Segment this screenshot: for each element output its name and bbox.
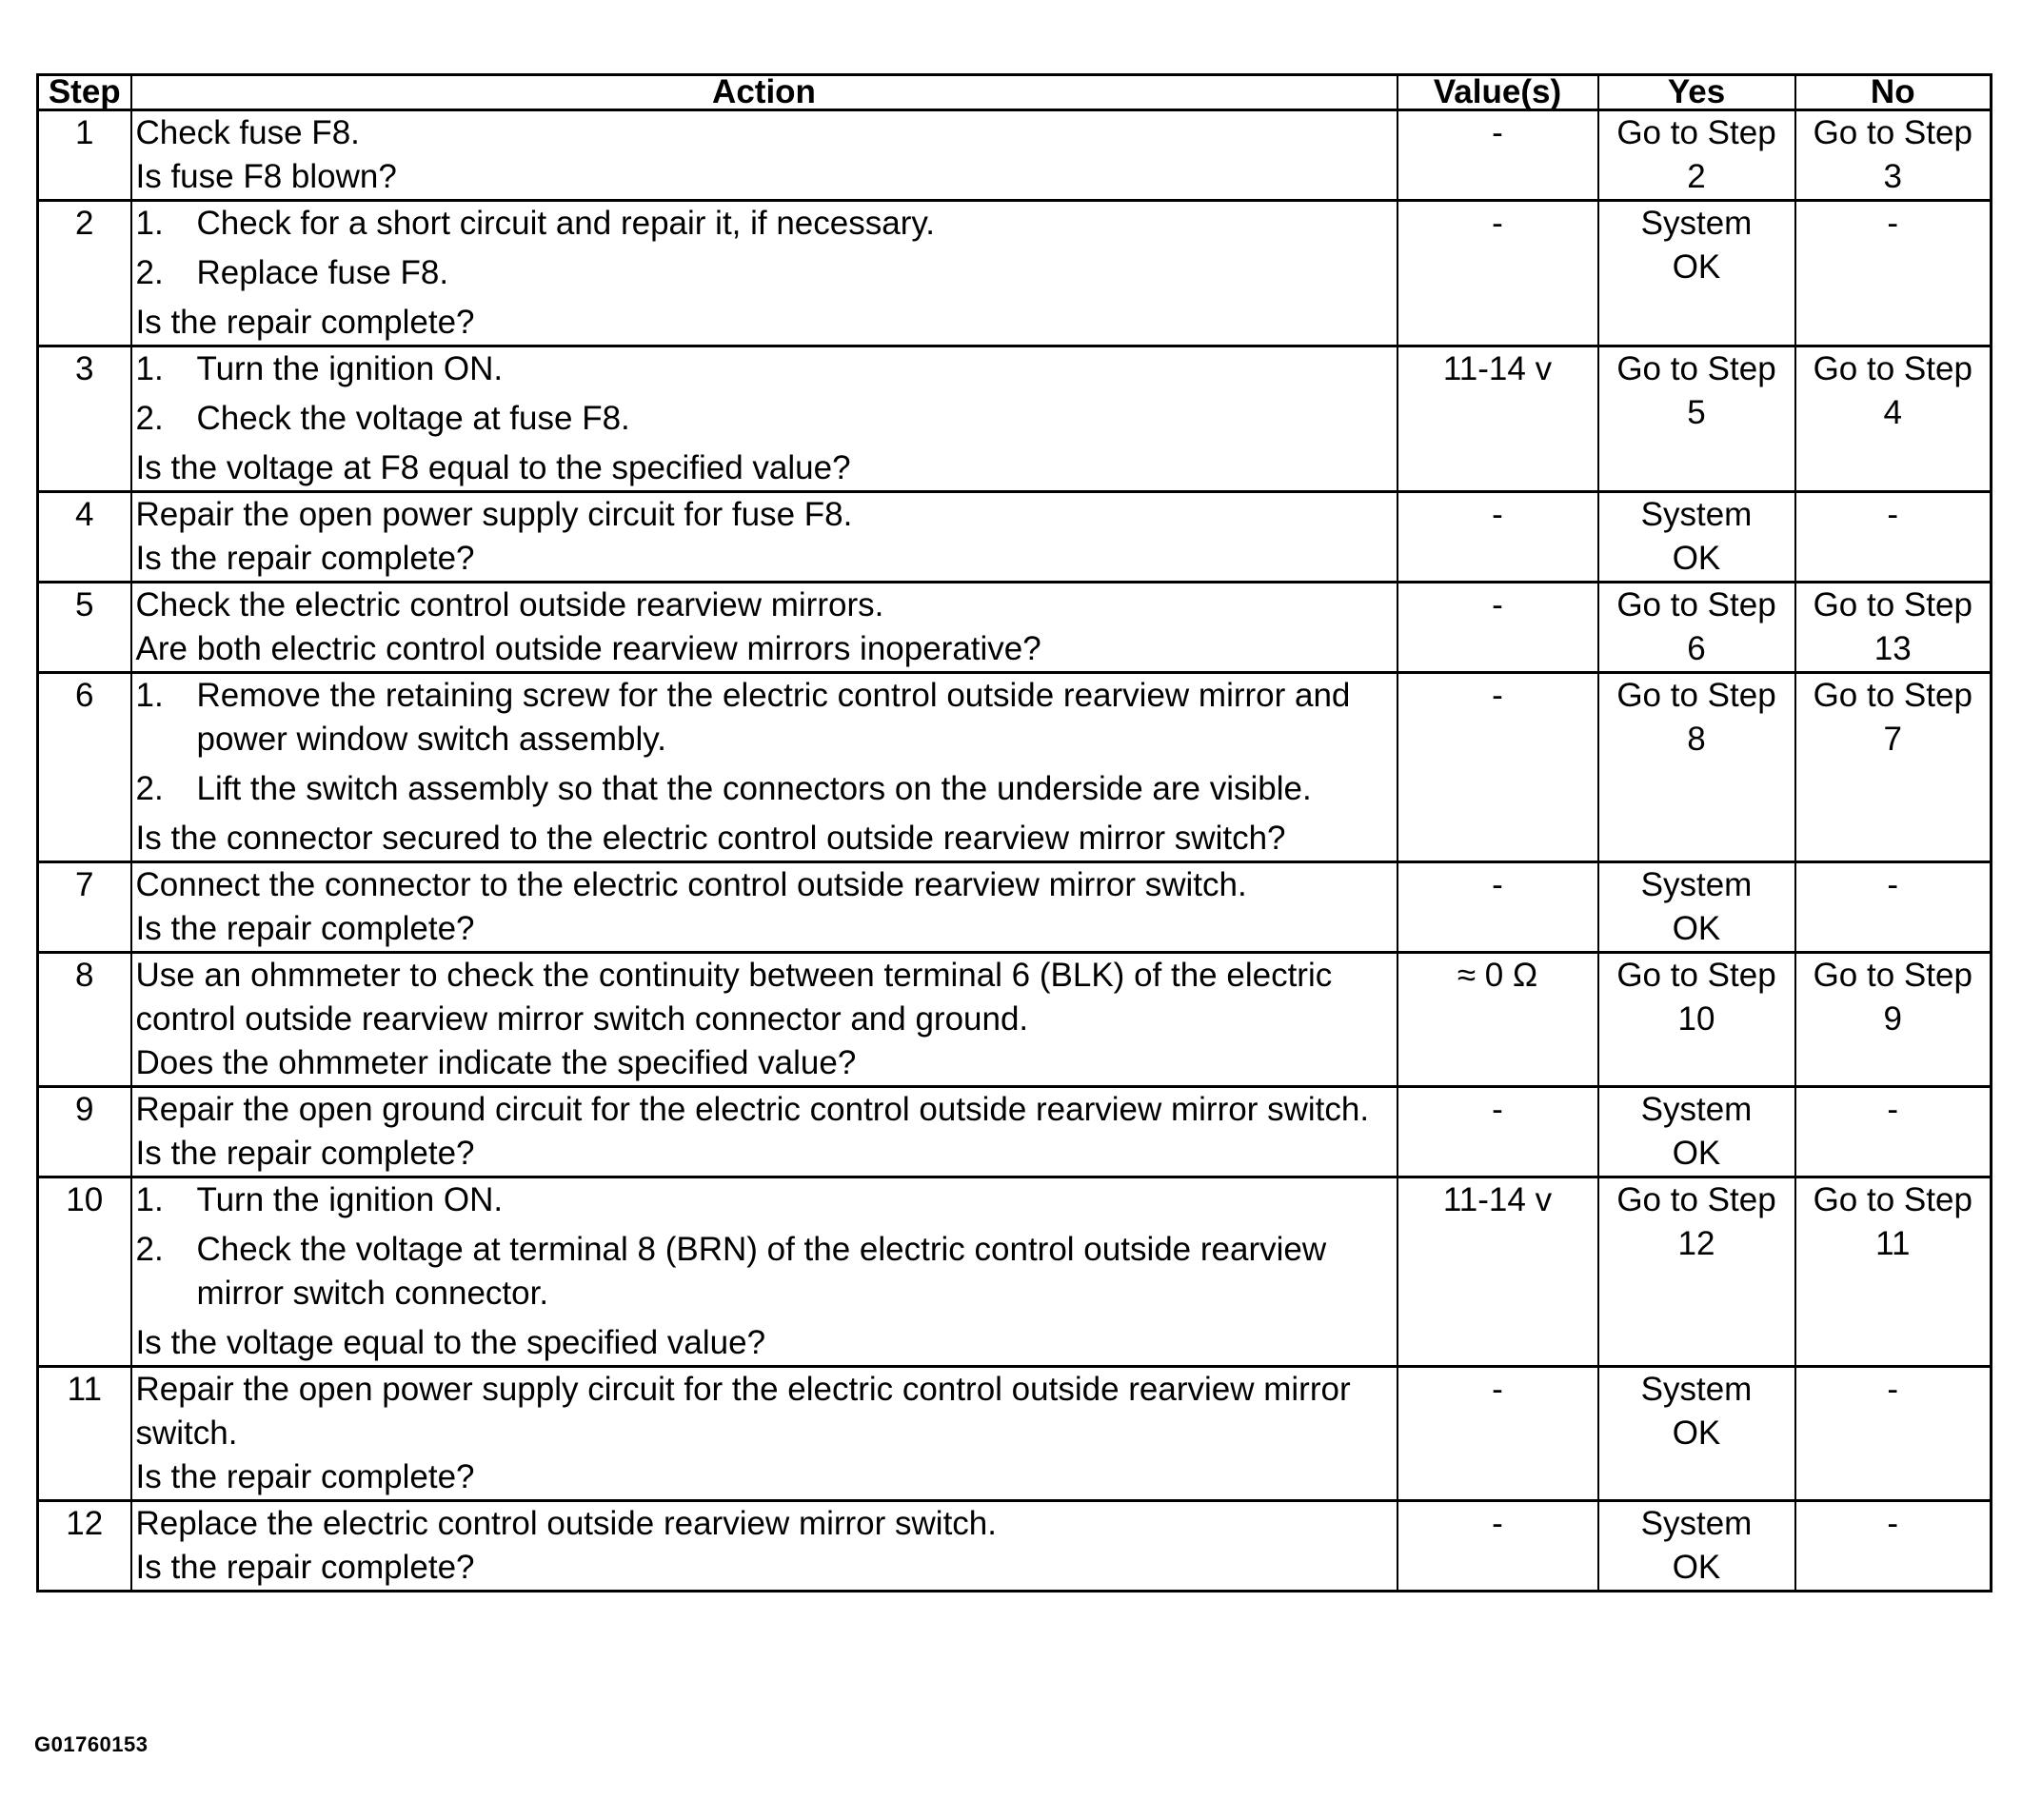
action-cell xyxy=(131,583,1398,673)
action-substep xyxy=(136,674,1393,762)
substep-text: Lift the switch assembly so that the connectors on the underside are visible. xyxy=(196,770,1312,807)
no-outcome-line: 4 xyxy=(1883,394,1902,431)
no-outcome-line: Go to Step xyxy=(1813,957,1972,994)
table-row xyxy=(38,583,1992,673)
no-outcome-cell xyxy=(1795,1367,1992,1501)
no-outcome-line: Go to Step xyxy=(1813,586,1972,623)
header-row xyxy=(38,75,1992,110)
value-cell: ≈ 0 Ω xyxy=(1398,953,1598,1087)
header-yes: Yes xyxy=(1598,75,1795,110)
action-line: Repair the open ground circuit for the electric control outside rearview mirror switch. xyxy=(135,1091,1370,1128)
yes-outcome-line: System xyxy=(1640,1371,1753,1408)
table-row xyxy=(38,1087,1992,1177)
action-substep xyxy=(136,397,1393,441)
table-row xyxy=(38,346,1992,492)
substep-number: 2. xyxy=(135,400,164,437)
action-line: Is the voltage at F8 equal to the specified value? xyxy=(135,449,851,486)
yes-outcome-line: OK xyxy=(1672,1549,1721,1586)
action-substep xyxy=(136,767,1393,811)
yes-outcome-cell xyxy=(1598,110,1795,201)
yes-outcome-line: Go to Step xyxy=(1616,677,1776,714)
yes-outcome-line: System xyxy=(1640,1505,1753,1542)
yes-outcome-cell xyxy=(1598,346,1795,492)
no-outcome-line: - xyxy=(1887,496,1899,533)
action-substep xyxy=(136,202,1393,246)
yes-outcome-line: Go to Step xyxy=(1616,350,1776,387)
action-line: Is the repair complete? xyxy=(135,1135,475,1172)
yes-outcome-line: OK xyxy=(1672,1135,1721,1172)
action-cell xyxy=(131,110,1398,201)
value-cell: - xyxy=(1398,673,1598,862)
substep-text: Replace fuse F8. xyxy=(196,254,449,291)
yes-outcome-line: OK xyxy=(1672,1414,1721,1452)
yes-outcome-cell xyxy=(1598,673,1795,862)
no-outcome-cell xyxy=(1795,1087,1992,1177)
yes-outcome-line: OK xyxy=(1672,540,1721,577)
no-outcome-line: 9 xyxy=(1883,1000,1902,1038)
step-number: 5 xyxy=(38,583,131,673)
table-row xyxy=(38,110,1992,201)
step-number: 8 xyxy=(38,953,131,1087)
action-line: Is the repair complete? xyxy=(135,1458,475,1495)
yes-outcome-cell xyxy=(1598,953,1795,1087)
yes-outcome-line: System xyxy=(1640,205,1753,242)
value-cell: - xyxy=(1398,1367,1598,1501)
action-cell xyxy=(131,201,1398,346)
action-cell xyxy=(131,1367,1398,1501)
header-action: Action xyxy=(131,75,1398,110)
action-line: Does the ohmmeter indicate the specified value? xyxy=(135,1044,857,1081)
value-cell: - xyxy=(1398,862,1598,953)
step-number: 1 xyxy=(38,110,131,201)
yes-outcome-line: Go to Step xyxy=(1616,1181,1776,1218)
action-line: Repair the open power supply circuit for fuse F8. xyxy=(135,496,853,533)
action-cell xyxy=(131,862,1398,953)
action-cell xyxy=(131,953,1398,1087)
step-number: 10 xyxy=(38,1177,131,1367)
no-outcome-line: Go to Step xyxy=(1813,114,1972,151)
step-number: 3 xyxy=(38,346,131,492)
yes-outcome-cell xyxy=(1598,492,1795,583)
no-outcome-line: 7 xyxy=(1883,721,1902,758)
no-outcome-cell xyxy=(1795,492,1992,583)
value-cell: - xyxy=(1398,110,1598,201)
substep-number: 1. xyxy=(135,677,164,714)
yes-outcome-cell xyxy=(1598,1367,1795,1501)
substep-text: Check for a short circuit and repair it, if necessary. xyxy=(196,205,935,242)
substep-number: 2. xyxy=(135,254,164,291)
no-outcome-cell xyxy=(1795,583,1992,673)
table-row xyxy=(38,673,1992,862)
action-line: Replace the electric control outside rearview mirror switch. xyxy=(135,1505,997,1542)
table-row xyxy=(38,862,1992,953)
substep-text: Remove the retaining screw for the electric control outside rearview mirror and power window switch assembly. xyxy=(196,677,1351,758)
step-number: 6 xyxy=(38,673,131,862)
step-number: 11 xyxy=(38,1367,131,1501)
step-number: 2 xyxy=(38,201,131,346)
action-substep xyxy=(136,251,1393,295)
action-cell xyxy=(131,492,1398,583)
action-cell xyxy=(131,346,1398,492)
yes-outcome-cell xyxy=(1598,1501,1795,1592)
yes-outcome-line: 10 xyxy=(1677,1000,1715,1038)
substep-text: Check the voltage at terminal 8 (BRN) of the electric control outside rearview mirror switch connector. xyxy=(196,1231,1327,1312)
action-line: Is the repair complete? xyxy=(135,1549,475,1586)
no-outcome-line: - xyxy=(1887,1091,1899,1128)
no-outcome-cell xyxy=(1795,110,1992,201)
action-cell xyxy=(131,673,1398,862)
yes-outcome-line: OK xyxy=(1672,248,1721,286)
table-row xyxy=(38,1367,1992,1501)
no-outcome-line: - xyxy=(1887,1505,1899,1542)
substep-text: Check the voltage at fuse F8. xyxy=(196,400,630,437)
no-outcome-cell xyxy=(1795,953,1992,1087)
yes-outcome-cell xyxy=(1598,862,1795,953)
action-line: Is fuse F8 blown? xyxy=(135,158,397,195)
yes-outcome-line: System xyxy=(1640,1091,1753,1128)
action-line: Check fuse F8. xyxy=(135,114,360,151)
value-cell: - xyxy=(1398,1087,1598,1177)
substep-number: 1. xyxy=(135,1181,164,1218)
table-row xyxy=(38,1501,1992,1592)
yes-outcome-line: System xyxy=(1640,496,1753,533)
table-row xyxy=(38,201,1992,346)
substep-number: 2. xyxy=(135,770,164,807)
no-outcome-cell xyxy=(1795,862,1992,953)
no-outcome-line: Go to Step xyxy=(1813,677,1972,714)
table-body xyxy=(38,110,1992,1592)
yes-outcome-line: Go to Step xyxy=(1616,586,1776,623)
action-line: Is the repair complete? xyxy=(135,304,475,341)
figure-code: G01760153 xyxy=(34,1732,149,1756)
step-number: 12 xyxy=(38,1501,131,1592)
yes-outcome-cell xyxy=(1598,1177,1795,1367)
no-outcome-line: Go to Step xyxy=(1813,350,1972,387)
action-cell xyxy=(131,1501,1398,1592)
action-cell xyxy=(131,1087,1398,1177)
value-cell: - xyxy=(1398,492,1598,583)
value-cell: - xyxy=(1398,201,1598,346)
no-outcome-cell xyxy=(1795,1501,1992,1592)
step-number: 4 xyxy=(38,492,131,583)
no-outcome-line: 11 xyxy=(1875,1225,1911,1262)
yes-outcome-line: 5 xyxy=(1687,394,1706,431)
action-line: Is the voltage equal to the specified value? xyxy=(135,1324,766,1361)
header-values: Value(s) xyxy=(1398,75,1598,110)
yes-outcome-line: 8 xyxy=(1687,721,1706,758)
header-no: No xyxy=(1795,75,1992,110)
no-outcome-line: - xyxy=(1887,866,1899,903)
step-number: 7 xyxy=(38,862,131,953)
action-line: Is the repair complete? xyxy=(135,910,475,947)
yes-outcome-line: 12 xyxy=(1677,1225,1715,1262)
substep-number: 1. xyxy=(135,205,164,242)
action-line: Use an ohmmeter to check the continuity between terminal 6 (BLK) of the electric control outside rearview mirror switch connector and ground. xyxy=(135,957,1333,1038)
action-substep xyxy=(136,1178,1393,1222)
yes-outcome-cell xyxy=(1598,1087,1795,1177)
table-header xyxy=(38,75,1992,110)
no-outcome-line: 3 xyxy=(1883,158,1902,195)
diagnostic-table xyxy=(36,73,1992,1592)
no-outcome-line: - xyxy=(1887,205,1899,242)
action-line: Are both electric control outside rearview mirrors inoperative? xyxy=(135,630,1041,667)
no-outcome-cell xyxy=(1795,1177,1992,1367)
yes-outcome-line: OK xyxy=(1672,910,1721,947)
yes-outcome-line: System xyxy=(1640,866,1753,903)
no-outcome-cell xyxy=(1795,346,1992,492)
table-row xyxy=(38,492,1992,583)
no-outcome-line: Go to Step xyxy=(1813,1181,1972,1218)
no-outcome-line: - xyxy=(1887,1371,1899,1408)
header-step: Step xyxy=(38,75,131,110)
no-outcome-cell xyxy=(1795,673,1992,862)
no-outcome-line: 13 xyxy=(1873,630,1912,667)
action-substep xyxy=(136,347,1393,391)
action-line: Repair the open power supply circuit for the electric control outside rearview mirror switch. xyxy=(135,1371,1351,1452)
action-line: Connect the connector to the electric control outside rearview mirror switch. xyxy=(135,866,1247,903)
action-cell xyxy=(131,1177,1398,1367)
action-substep xyxy=(136,1228,1393,1316)
value-cell: - xyxy=(1398,1501,1598,1592)
value-cell: - xyxy=(1398,583,1598,673)
table-row xyxy=(38,1177,1992,1367)
yes-outcome-line: Go to Step xyxy=(1616,957,1776,994)
yes-outcome-line: 6 xyxy=(1687,630,1706,667)
substep-text: Turn the ignition ON. xyxy=(196,350,504,387)
value-cell: 11-14 v xyxy=(1398,1177,1598,1367)
table-row xyxy=(38,953,1992,1087)
action-line: Is the repair complete? xyxy=(135,540,475,577)
value-cell: 11-14 v xyxy=(1398,346,1598,492)
yes-outcome-line: 2 xyxy=(1687,158,1706,195)
step-number: 9 xyxy=(38,1087,131,1177)
substep-number: 2. xyxy=(135,1231,164,1268)
substep-number: 1. xyxy=(135,350,164,387)
yes-outcome-cell xyxy=(1598,201,1795,346)
action-line: Is the connector secured to the electric control outside rearview mirror switch? xyxy=(135,820,1286,857)
substep-text: Turn the ignition ON. xyxy=(196,1181,504,1218)
action-line: Check the electric control outside rearview mirrors. xyxy=(135,586,884,623)
no-outcome-cell xyxy=(1795,201,1992,346)
yes-outcome-cell xyxy=(1598,583,1795,673)
yes-outcome-line: Go to Step xyxy=(1616,114,1776,151)
